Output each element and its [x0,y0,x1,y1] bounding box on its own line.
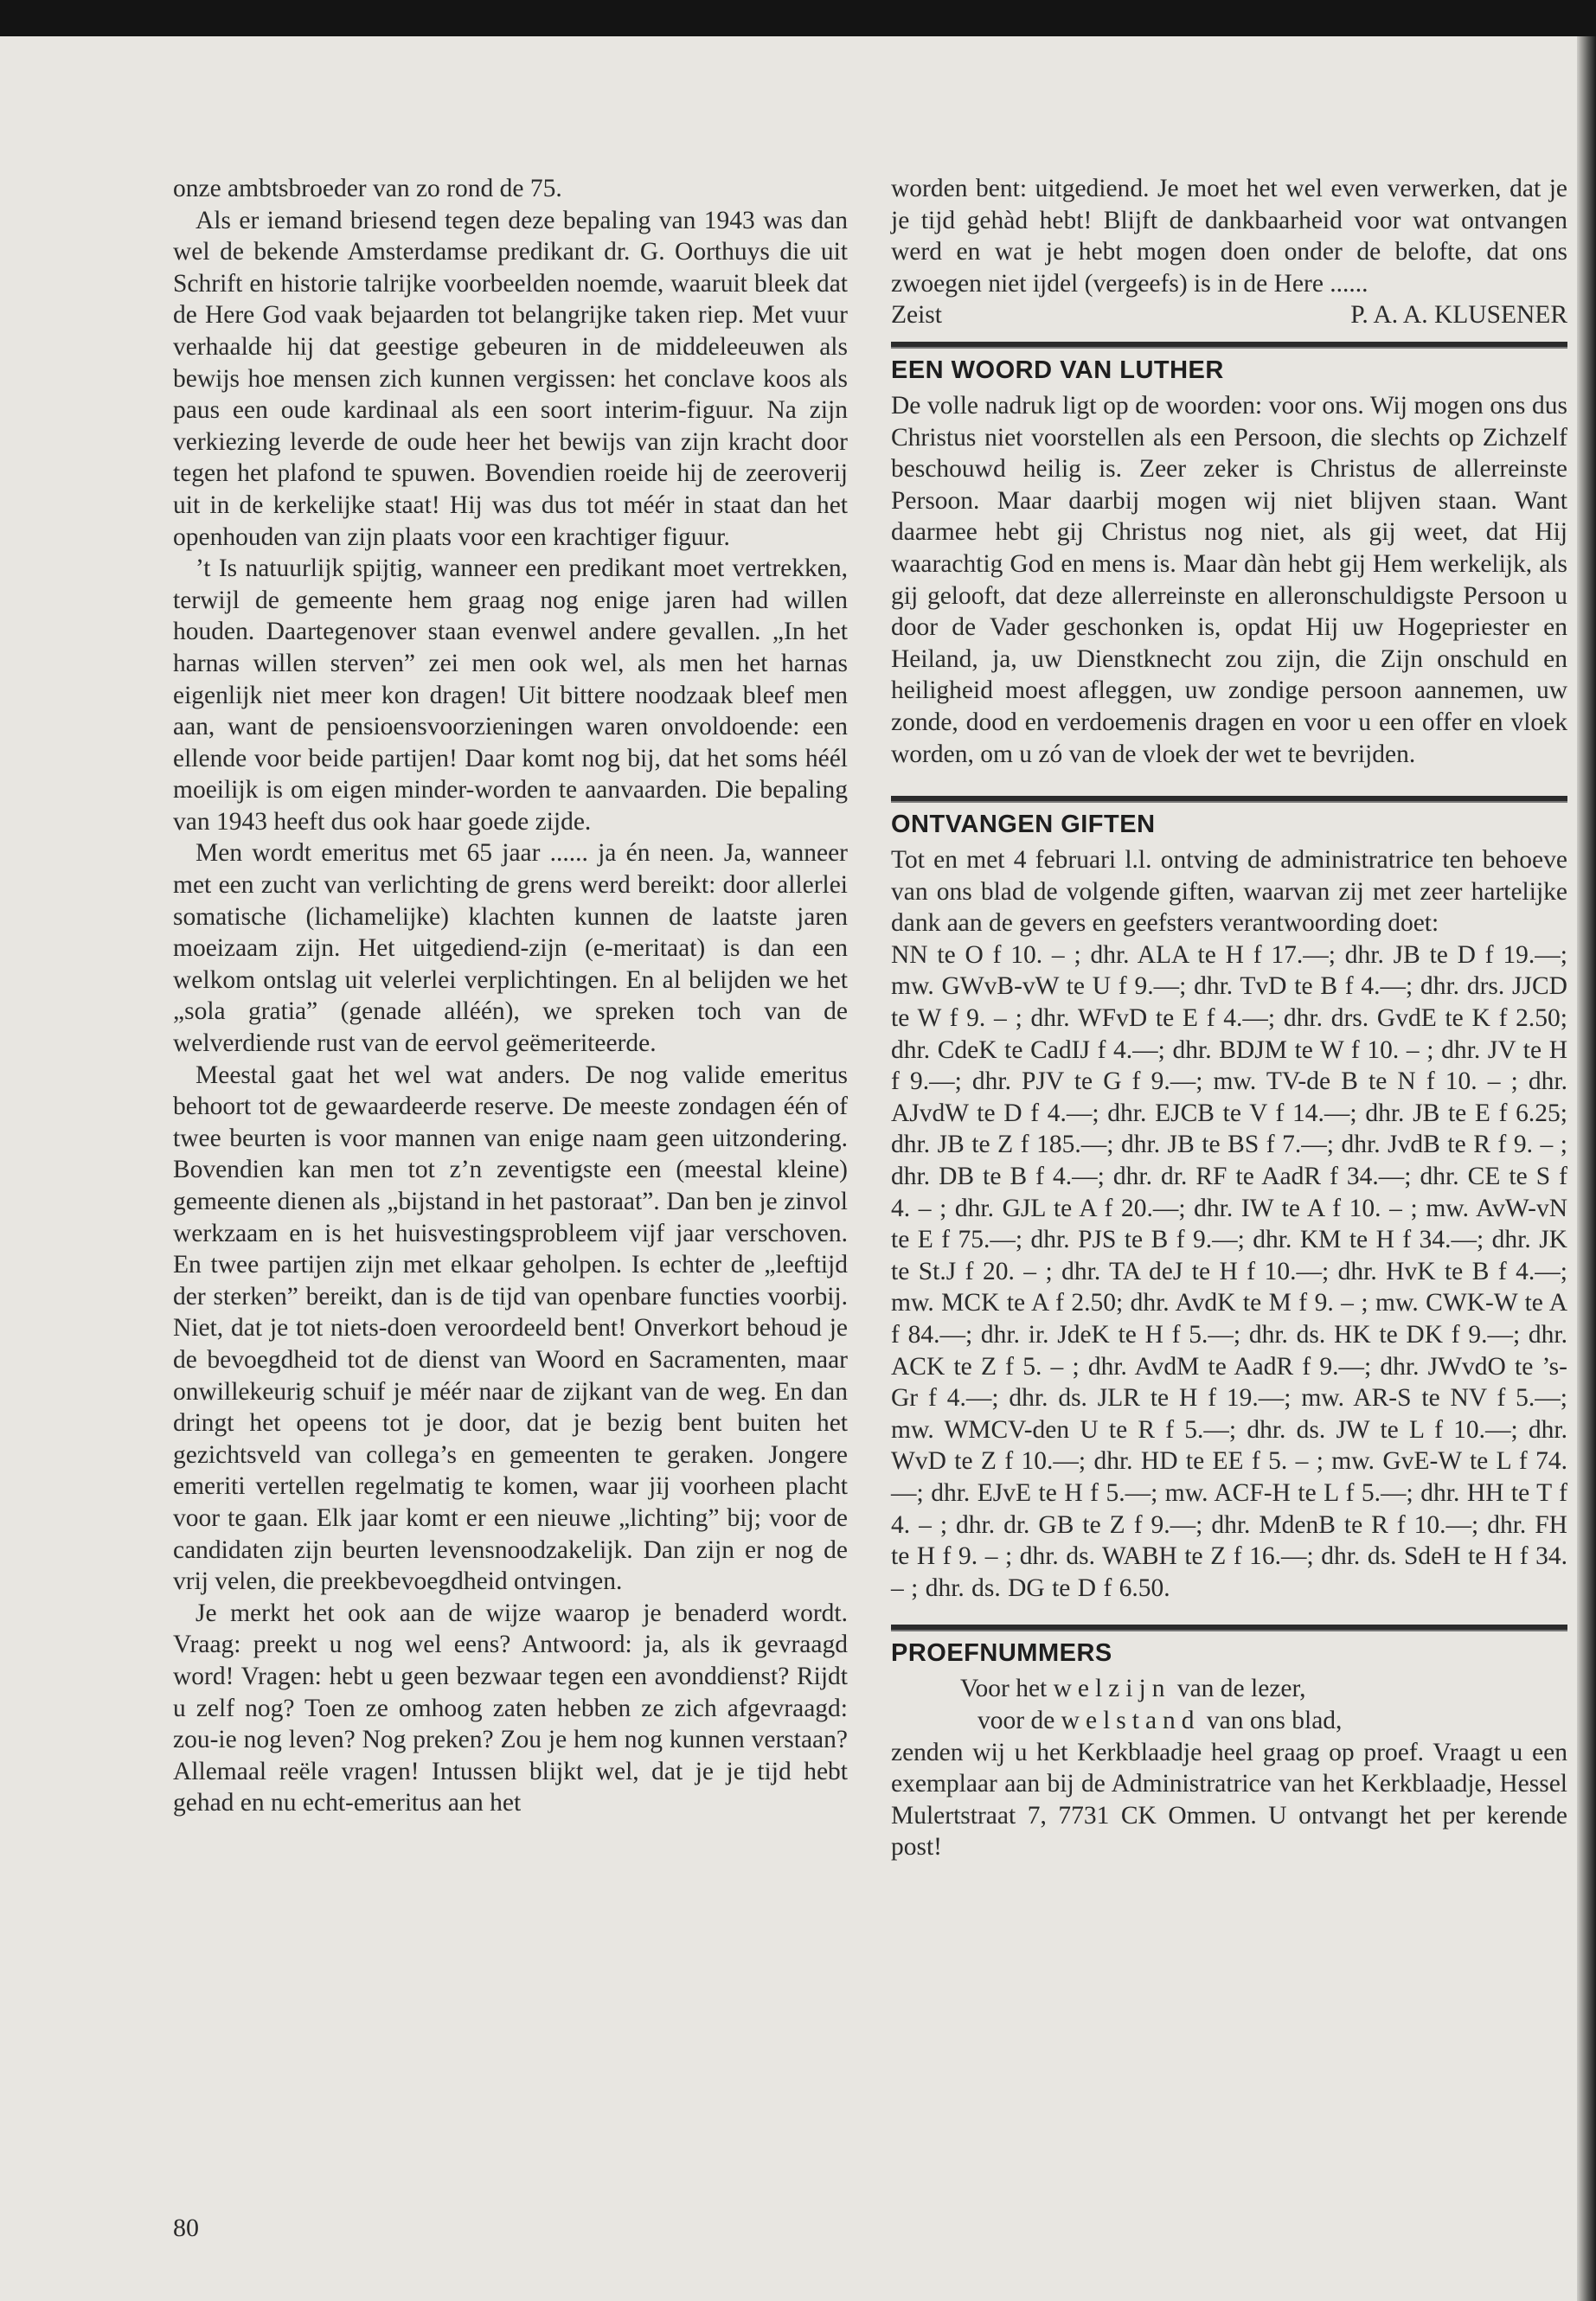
proefnummers-line-2: voor de welstand van ons blad, [977,1706,1343,1734]
luther-heading: EEN WOORD VAN LUTHER [891,356,1224,384]
proefnummers-heading: PROEFNUMMERS [891,1639,1112,1668]
article-paragraph: Men wordt emeritus met 65 jaar ...... ja én neen. Ja, wanneer met een zucht van verlichting de grens werd bereikt: door allerlei somatische (lichamelijke) klachten kunnen de laatste jaren moeizaam zijn. Het uitgediend-zijn (e-meritaat) is dan een welkom ontslag uit velerlei verplichtingen. En al belijden we het „sola gratia” (genade alléén), we spreken toch van de welverdiende rust van de eervol geëmeriteerde. [173,839,848,1058]
right-column [891,173,1567,1863]
section-divider [891,1625,1567,1631]
article-paragraph: onze ambtsbroeder van zo rond de 75. [173,175,562,202]
article-paragraph: ’t Is natuurlijk spijtig, wanneer een predikant moet vertrekken, terwijl de gemeente hem graag nog enige jaren had willen houden. Daartegenover staan evenwel andere gevallen. „In het harnas willen sterven” zei men ook wel, als men het harnas eigenlijk niet meer kon dragen! Uit bittere noodzaak bleef men aan, want de pensioensvoorzieningen waren onvoldoende: een ellende voor beide partijen! Daar komt nog bij, dat het soms héél moeilijk is om eigen minder-worden te aanvaarden. Die bepaling van 1943 heeft dus ook haar goede zijde. [173,554,848,836]
page-number: 80 [173,2214,199,2242]
emphasis-word: welzijn [1053,1675,1171,1703]
article-paragraph: Je merkt het ook aan de wijze waarop je benaderd wordt. Vraag: preekt u nog wel eens? Antwoord: ja, als ik gevraagd word! Vragen: hebt u geen bezwaar tegen een avonddienst? Rijdt u zelf nog? Toen ze omhoog zaten hebben ze zich afgevraagd: zou-ie nog leven? Nog preken? Zou je hem nog kunnen verstaan? Allemaal reële vragen! Intussen blijkt wel, dat je je tijd hebt gehad en nu echt-emeritus aan het [173,1599,848,1817]
left-column [173,173,848,1819]
article-continuation: worden bent: uitgediend. Je moet het wel even verwerken, dat je je tijd gehàd hebt! Blijft de dankbaarheid voor wat ontvangen werd en wat je hebt mogen doen onder de belofte, dat ons zwoegen niet ijdel (vergeefs) is in de Here ...... [891,175,1567,298]
emphasis-word: welstand [1061,1706,1201,1734]
giften-intro: Tot en met 4 februari l.l. ontving de administratrice ten behoeve van ons blad de volgende giften, waarvan zij met zeer hartelijke dank aan de gevers en geefsters verantwoording doet: [891,846,1567,938]
giften-list: NN te O f 10. – ; dhr. ALA te H f 17.—; dhr. JB te D f 19.—; mw. GWvB-vW te U f 9.—; dhr. TvD te B f 4.—; dhr. drs. JJCD te W f 9. – ; dhr. WFvD te E f 4.—; dhr. drs. GvdE te K f 2.50; dhr. CdeK te CadIJ f 4.—; dhr. BDJM te W f 10. – ; dhr. JV te H f 9.—; dhr. PJV te G f 9.—; mw. TV-de B te N f 10. – ; dhr. AJvdW te D f 4.—; dhr. EJCB te V f 14.—; dhr. JB te E f 6.25; dhr. JB te Z f 185.—; dhr. JB te BS f 7.—; dhr. JvdB te R f 9. – ; dhr. DB te B f 4.—; dhr. dr. RF te AadR f 34.—; dhr. CE te S f 4. – ; dhr. GJL te A f 20.—; dhr. IW te A f 10. – ; mw. AvW-vN te E f 75.—; dhr. PJS te B f 9.—; dhr. KM te H f 34.—; dhr. JK te St.J f 20. – ; dhr. TA deJ te H f 10.—; dhr. HvK te B f 4.—; mw. MCK te A f 2.50; dhr. AvdK te M f 9. – ; mw. CWK-W te A f 84.—; dhr. ir. JdeK te H f 5.—; dhr. ds. HK te DK f 9.—; dhr. ACK te Z f 5. – ; dhr. AvdM te AadR f 9.—; dhr. JWvdO te ’s-Gr f 4.—; dhr. ds. JLR te H f 19.—; mw. AR-S te NV f 5.—; mw. WMCV-den U te R f 5.—; dhr. ds. JW te L f 10.—; dhr. WvD te Z f 10.—; dhr. HD te EE f 5. – ; mw. GvE-W te L f 74.—; dhr. EJvE te H f 5.—; mw. ACF-H te L f 5.—; dhr. HH te T f 4. – ; dhr. dr. GB te Z f 9.—; dhr. MdenB te R f 10.—; dhr. FH te H f 9. – ; dhr. ds. WABH te Z f 16.—; dhr. ds. SdeH te H f 34. – ; dhr. ds. DG te D f 6.50. [891,940,1567,1602]
signature-author: P. A. A. KLUSENER [1350,301,1567,330]
proefnummers-line-1: Voor het welzijn van de lezer, [960,1675,1306,1703]
proefnummers-text: zenden wij u het Kerkblaadje heel graag op proef. Vraagt u een exemplaar aan bij de Administratrice van het Kerkblaadje, Hessel Mulertstraat 7, 7731 CK Ommen. U ontvangt het per kerende post! [891,1738,1567,1862]
article-paragraph: Meestal gaat het wel wat anders. De nog valide emeritus behoort tot de gewaardeerde reserve. De meeste zondagen één of twee beurten is voor mannen van enige naam geen uitzondering. Bovendien kan men tot z’n zeventigste een (meestal kleine) gemeente dienen als „bijstand in het pastoraat”. Dan ben je zinvol werkzaam en is het huisvestingsprobleem vijf jaar verschoven. En twee partijen zijn met elkaar geholpen. Is echter de „leeftijd der sterken” bereikt, dan is de tijd van openbare functies voorbij. Niet, dat je tot niets-doen veroordeeld bent! Onverkort behoud je de bevoegdheid tot de dienst van Woord en Sacramenten, maar onwillekeurig schuif je méér naar de zijkant van de weg. En dan dringt het opeens tot je door, dat je bezig bent buiten het gezichtsveld van collega’s en gemeenten te geraken. Jongere emeriti vertellen regelmatig te komen, waar jij voorheen placht voor te gaan. Elk jaar komt er een nieuwe „lichting” bij; voor de candidaten zijn beurten levensnoodzakelijk. Dan zijn er nog de vrij velen, die preekbevoegdheid ontvingen. [173,1061,848,1596]
luther-text: De volle nadruk ligt op de woorden: voor ons. Wij mogen ons dus Christus niet voorstellen als een Persoon, die slechts op Zichzelf beschouwd heilig is. Zeer zeker is Christus de allerreinste Persoon. Maar daarbij mogen wij niet blijven staan. Want daarmee hebt gij Christus nog niet, als gij weet, dat Hij waarachtig God en mens is. Maar dàn hebt gij Hem werkelijk, als gij gelooft, dat deze allerreinste en alleronschuldigste Persoon u door de Vader geschonken is, opdat Hij uw Hogepriester en Heiland, ja, uw Dienstknecht zou zijn, die Zijn onschuld en heiligheid moest afleggen, uw zondige persoon aannemen, uw zonde, dood en verdoemenis dragen en voor u een offer en vloek worden, om u zó van de vloek der wet te bevrijden. [891,391,1567,768]
book-spine-edge [1577,36,1596,2301]
giften-heading: ONTVANGEN GIFTEN [891,811,1156,839]
section-divider [891,796,1567,803]
article-paragraph: Als er iemand briesend tegen deze bepaling van 1943 was dan wel de bekende Amsterdamse predikant dr. G. Oorthuys die uit Schrift en historie talrijke voorbeelden noemde, waaruit bleek dat de Here God vaak bejaarden tot belangrijke taken riep. Met vuur verhaalde hij dat geestige gebeuren in de middeleeuwen als bewijs hoe mensen zich kunnen vergissen: het conclave koos als paus een oude kardinaal als een soort interim-figuur. Na zijn verkiezing leverde de oude heer het bewijs van zijn kracht door tegen het plafond te spuwen. Bovendien roeide hij de zeeroverij uit in de kerkelijke staat! Hij was dus tot méér in staat dan het openhouden van zijn plaats voor een krachtiger figuur. [173,206,848,551]
article-signature [891,299,1567,331]
signature-place: Zeist [891,301,942,330]
section-divider [891,342,1567,349]
